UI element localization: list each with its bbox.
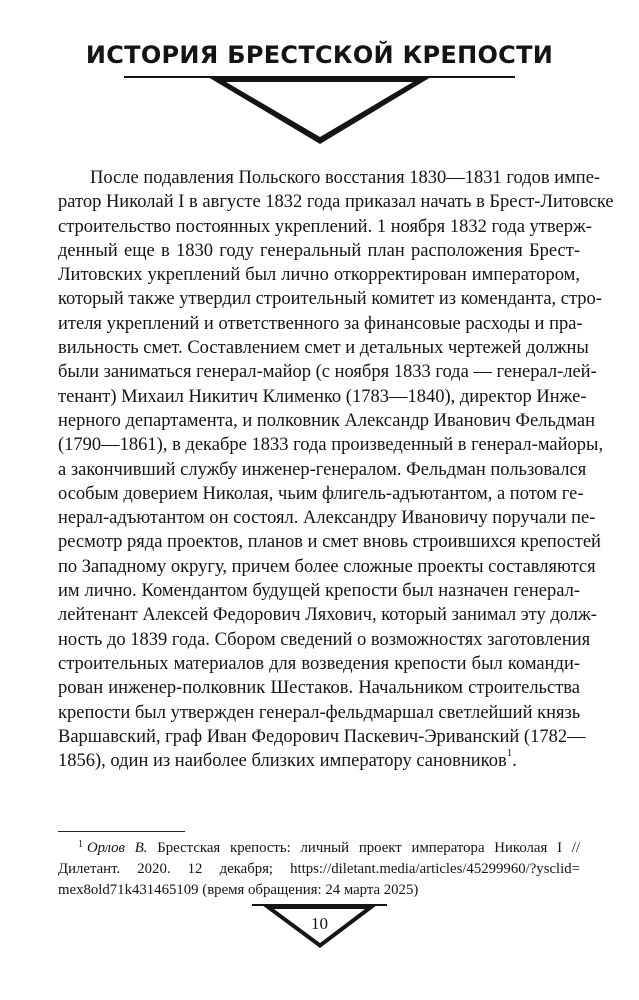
text-line: строительных материалов для возведения крепости был команди-: [58, 653, 580, 674]
text-line: лейтенант Алексей Федорович Ляхович, который занимал эту долж-: [58, 605, 597, 626]
text-line: Варшавский, граф Иван Федорович Паскевич-Эриванский (1782—: [58, 726, 586, 747]
text-line: (1790—1861), в декабре 1833 года произведенный в генерал-майоры,: [58, 435, 604, 456]
footnote-number: 1: [78, 839, 83, 850]
footnote-line: mex8old71k431465109 (время обращения: 24 марта 2025): [58, 882, 419, 898]
text-line: ресмотр ряда проектов, планов и смет вновь строившихся крепостей: [58, 532, 601, 553]
footnote-title: Брестская крепость: личный проект императора Николая I //: [157, 840, 580, 856]
text-line: а закончивший службу инженер-генералом. Фельдман пользовался: [58, 459, 587, 480]
text-line: по Западному округу, причем более сложные проекты составляются: [58, 556, 596, 577]
text-line: рован инженер-полковник Шестаков. Начальником строительства: [58, 678, 580, 699]
text-line: ность до 1839 года. Сбором сведений о возможностях заготовления: [58, 629, 591, 650]
text-line: крепости был утвержден генерал-фельдмаршал светлейший князь: [58, 702, 581, 723]
text-line: нерал-адъютантом он состоял. Александру Ивановичу поручали пе-: [58, 508, 596, 529]
text-line: были заниматься генерал-майор (с ноября 1833 года — генерал-лей-: [58, 362, 597, 383]
text-line-content: 1856), один из наиболее близких императору сановников: [58, 751, 507, 772]
title-triangle-ornament: [0, 76, 639, 146]
text-line: Литовских укреплений был лично откорректирован императором,: [58, 265, 580, 286]
main-text: [58, 166, 614, 773]
page-number: 10: [311, 914, 328, 933]
text-line: нерного департамента, и полковник Александр Иванович Фельдман: [58, 410, 596, 431]
footnote: [58, 838, 580, 901]
text-line: строительство постоянных укреплений. 1 ноября 1832 года утверж-: [58, 216, 592, 237]
footnote-line: Дилетант. 2020. 12 декабря; https://diletant.media/articles/45299960/?ysclid=: [58, 861, 580, 877]
text-line: ителя укреплений и ответственного за финансовые расходы и пра-: [58, 313, 583, 334]
page-title: ИСТОРИЯ БРЕСТСКОЙ КРЕПОСТИ: [85, 41, 554, 69]
text-line: денный еще в 1830 году генеральный план расположения Брест-: [58, 240, 580, 261]
text-line: который также утвердил строительный комитет из коменданта, стро-: [58, 289, 602, 310]
text-line: ратор Николай I в августе 1832 года приказал начать в Брест-Литовске: [58, 192, 614, 213]
footnote-line: [58, 838, 580, 859]
footnote-reference[interactable]: 1: [506, 747, 513, 760]
footnote-author: Орлов В.: [87, 840, 148, 856]
footnote-separator: [58, 831, 185, 832]
text-line: особым доверием Николая, чьим флигель-адъютантом, а потом ге-: [58, 483, 584, 504]
text-line: им лично. Комендантом будущей крепости был назначен генерал-: [58, 581, 580, 602]
text-line: тенант) Михаил Никитич Клименко (1783—1840), директор Инже-: [58, 386, 587, 407]
text-line: 1856), один из наиболее близких императору сановников$^1$.: [58, 747, 517, 772]
text-line: вильность смет. Составлением смет и детальных чертежей должны: [58, 338, 589, 359]
text-line: После подавления Польского восстания 1830—1831 годов импе-: [90, 168, 601, 188]
title-triangle-inner: [226, 82, 413, 137]
